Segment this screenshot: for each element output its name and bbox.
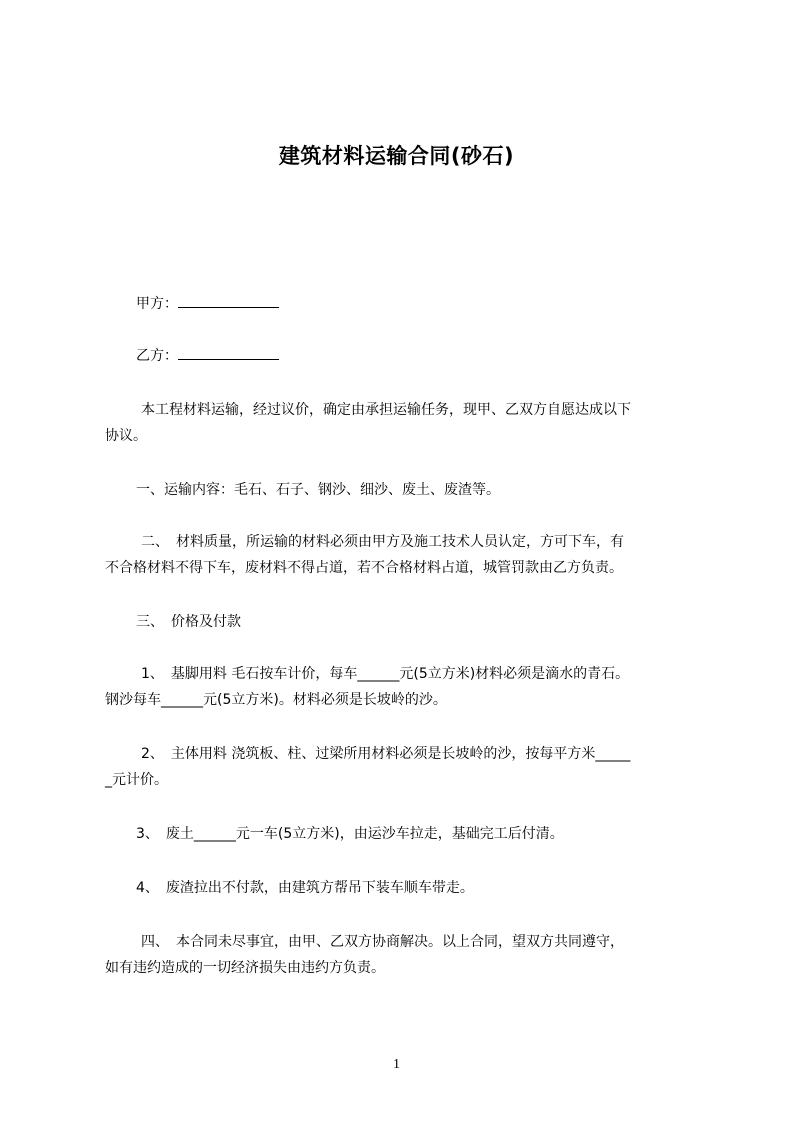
party-b-label: 乙方： bbox=[136, 348, 178, 364]
section-4-line-1: 四、 本合同未尽事宜，由甲、乙双方协商解决。以上合同，望双方共同遵守， bbox=[141, 934, 624, 950]
page-number: 1 bbox=[393, 1057, 400, 1072]
section-2-line-2: 不合格材料不得下车，废材料不得占道，若不合格材料占道，城管罚款由乙方负责。 bbox=[105, 560, 623, 576]
party-b-line bbox=[136, 344, 279, 366]
party-a-label: 甲方： bbox=[136, 296, 178, 312]
item-1-line-1: 1、 基脚用料 毛石按车计价，每车______元(5立方米)材料必须是滴水的青石。 bbox=[141, 666, 630, 682]
section-2-line-1: 二、 材料质量，所运输的材料必须由甲方及施工技术人员认定，方可下车，有 bbox=[141, 534, 624, 550]
item-4: 4、 废渣拉出不付款，由建筑方帮吊下装车顺车带走。 bbox=[136, 880, 474, 896]
section-3-heading: 三、 价格及付款 bbox=[136, 614, 241, 630]
party-b-blank bbox=[178, 344, 279, 360]
item-2-line-2: _元计价。 bbox=[105, 772, 168, 788]
section-1-transport-content: 一、运输内容：毛石、石子、钢沙、细沙、废土、废渣等。 bbox=[136, 482, 500, 498]
item-1-line-2: 钢沙每车______元(5立方米)。材料必须是长坡岭的沙。 bbox=[105, 692, 447, 708]
intro-paragraph-line-2: 协议。 bbox=[105, 428, 147, 444]
item-3: 3、 废土______元一车(5立方米)，由运沙车拉走，基础完工后付清。 bbox=[136, 826, 564, 842]
intro-paragraph-line-1: 本工程材料运输，经过议价，确定由承担运输任务，现甲、乙双方自愿达成以下 bbox=[141, 402, 631, 418]
section-4-line-2: 如有违约造成的一切经济损失由违约方负责。 bbox=[105, 960, 385, 976]
party-a-blank bbox=[178, 292, 279, 308]
item-2-line-1: 2、 主体用料 浇筑板、柱、过梁所用材料必须是长坡岭的沙，按每平方米_____ bbox=[141, 746, 631, 762]
document-title: 建筑材料运输合同(砂石) bbox=[278, 144, 515, 168]
party-a-line bbox=[136, 292, 279, 314]
